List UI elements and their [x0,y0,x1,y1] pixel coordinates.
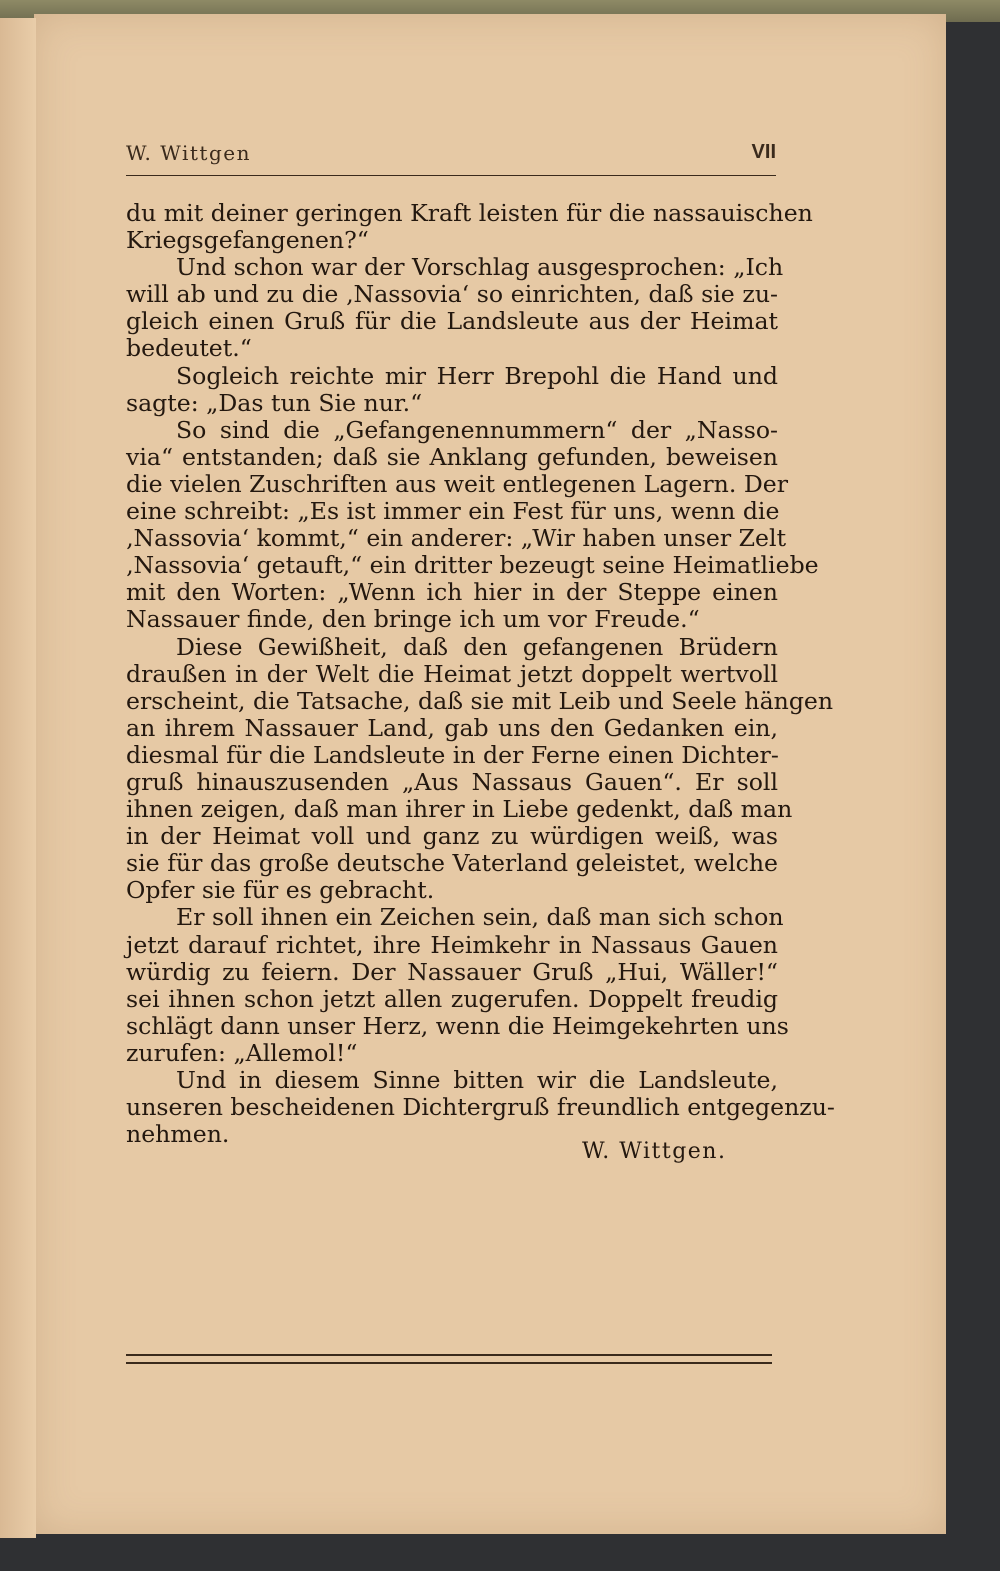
text-line: will ab und zu die ‚Nassovia‘ so einrichten, daß sie zu- [126,280,778,309]
text-line: erscheint, die Tatsache, daß sie mit Leib und Seele hängen [126,686,834,715]
text-line: nehmen. [126,1120,230,1149]
text-line: Diese Gewißheit, daß den gefangenen Brüdern [176,632,778,661]
text-line: eine schreibt: „Es ist immer ein Fest für uns, wenn die [126,497,780,526]
text-line: in der Heimat voll und ganz zu würdigen weiß, was [126,822,778,851]
text-line: gleich einen Gruß für die Landsleute aus der Heimat [126,307,778,336]
page-header [126,141,776,175]
text-line: bedeutet.“ [126,334,252,363]
text-line: zurufen: „Allemol!“ [126,1038,358,1067]
text-line: So sind die „Gefangenennummern“ der „Nasso- [176,415,778,444]
page-number: VII [751,141,776,163]
header-rule [126,175,776,176]
body-text [126,199,835,1149]
previous-page-edge [0,18,36,1538]
text-line: Opfer sie für es gebracht. [126,876,435,905]
text-line: unseren bescheidenen Dichtergruß freundlich entgegenzu- [126,1093,835,1122]
text-line: diesmal für die Landsleute in der Ferne einen Dichter- [126,740,779,769]
text-line: an ihrem Nassauer Land, gab uns den Gedanken ein, [126,713,778,742]
text-line: Er soll ihnen ein Zeichen sein, daß man sich schon [176,903,784,932]
text-line: schlägt dann unser Herz, wenn die Heimgekehrten uns [126,1011,789,1040]
running-head: W. Wittgen [126,141,251,165]
text-line: mit den Worten: „Wenn ich hier in der Steppe einen [126,578,778,607]
text-line: Und in diesem Sinne bitten wir die Landsleute, [176,1066,778,1094]
text-line: würdig zu feiern. Der Nassauer Gruß „Hui, Wäller!“ [126,957,778,986]
text-line: sei ihnen schon jetzt allen zugerufen. Doppelt freudig [126,984,778,1013]
text-line: du mit deiner geringen Kraft leisten für die nassauischen [126,199,813,227]
text-line: gruß hinauszusenden „Aus Nassaus Gauen“. Er soll [126,767,778,796]
text-line: ihnen zeigen, daß man ihrer in Liebe gedenkt, daß man [126,795,793,824]
text-line: Und schon war der Vorschlag ausgesprochen: „Ich [176,253,784,282]
footer-double-rule [126,1354,772,1364]
text-line: ‚Nassovia‘ kommt,“ ein anderer: „Wir haben unser Zelt [126,524,787,553]
text-line: ‚Nassovia‘ getauft,“ ein dritter bezeugt seine Heimatliebe [126,551,819,580]
text-line: die vielen Zuschriften aus weit entlegenen Lagern. Der [126,469,789,498]
text-line: Kriegsgefangenen?“ [126,226,369,255]
text-line: sie für das große deutsche Vaterland geleistet, welche [126,849,778,878]
text-line: via“ entstanden; daß sie Anklang gefunden, beweisen [126,442,778,471]
text-line: Sogleich reichte mir Herr Brepohl die Hand und [176,361,778,390]
text-line: sagte: „Das tun Sie nur.“ [126,388,423,417]
text-line: Nassauer finde, den bringe ich um vor Freude.“ [126,605,700,634]
text-line: jetzt darauf richtet, ihre Heimkehr in Nassaus Gauen [126,930,778,959]
text-line: draußen in der Welt die Heimat jetzt doppelt wertvoll [126,659,778,688]
signature: W. Wittgen. [582,1139,727,1164]
